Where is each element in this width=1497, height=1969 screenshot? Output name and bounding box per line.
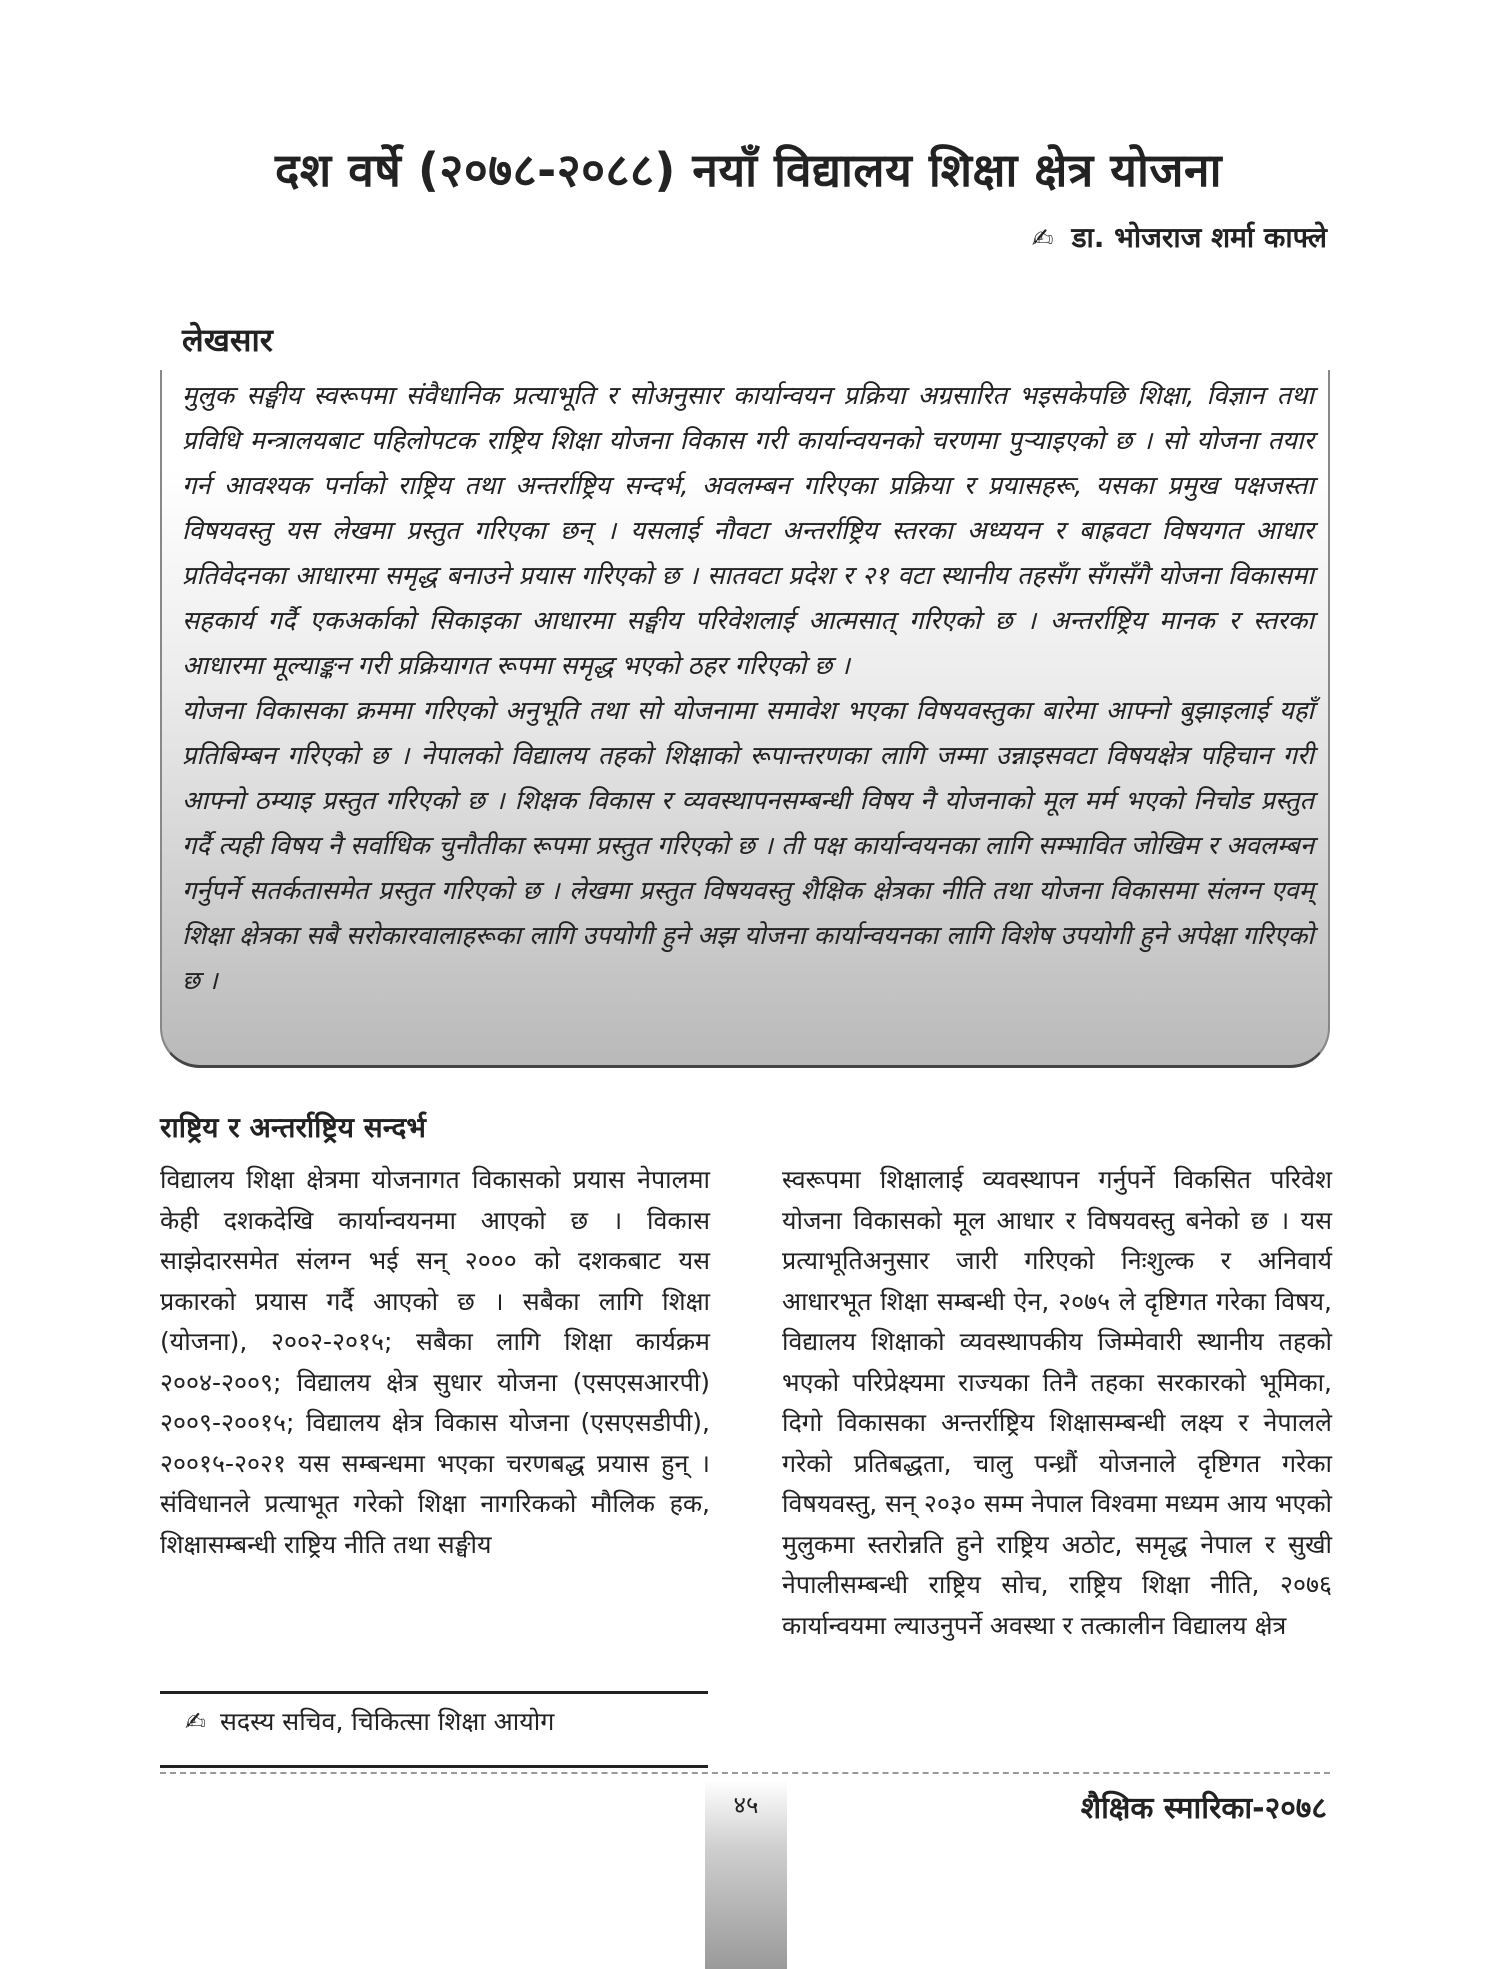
footnote [185, 1704, 554, 1738]
running-title: शैक्षिक स्मारिका-२०७८ [1080, 1791, 1327, 1826]
footnote-rule-top [160, 1691, 708, 1694]
article-title: दश वर्षे (२०७८-२०८८) नयाँ विद्यालय शिक्षा क्षेत्र योजना [275, 143, 1222, 197]
abstract-paragraph-1: मुलुक सङ्घीय स्वरूपमा संवैधानिक प्रत्याभूति र सोअनुसार कार्यान्वयन प्रक्रिया अग्रसारित भइसकेपछि शिक्षा, विज्ञान तथा प्रविधि मन्त्रालयबाट पहिलोपटक राष्ट्रिय शिक्षा योजना विकास गरी कार्यान्वयनको चरणमा पुऱ्याइएको छ । सो योजना तयार गर्न आवश्यक पर्नाको राष्ट्रिय तथा अन्तर्राष्ट्रिय सन्दर्भ, अवलम्बन गरिएका प्रक्रिया र प्रयासहरू, यसका प्रमुख पक्षजस्ता विषयवस्तु यस लेखमा प्रस्तुत गरिएका छन् । यसलाई नौवटा अन्तर्राष्ट्रिय स्तरका अध्ययन र बाह्रवटा विषयगत आधार प्रतिवेदनका आधारमा समृद्ध बनाउने प्रयास गरिएको छ । सातवटा प्रदेश र २१ वटा स्थानीय तहसँग सँगसँगै योजना विकासमा सहकार्य गर्दै एकअर्काको सिकाइका आधारमा सङ्घीय परिवेशलाई आत्मसात् गरिएको छ । अन्तर्राष्ट्रिय मानक र स्तरका आधारमा मूल्याङ्कन गरी प्रक्रियागत रूपमा समृद्ध भएको ठहर गरिएको छ । [182, 381, 1314, 681]
footnote-text: सदस्य सचिव, चिकित्सा शिक्षा आयोग [219, 1707, 555, 1736]
page-number: ४५ [733, 1791, 759, 1819]
section-heading: राष्ट्रिय र अन्तर्राष्ट्रिय सन्दर्भ [160, 1111, 426, 1144]
body-left-column: विद्यालय शिक्षा क्षेत्रमा योजनागत विकासको प्रयास नेपालमा केही दशकदेखि कार्यान्वयनमा आएको छ । विकास साझेदारसमेत संलग्न भई सन् २००० को दशकबाट यस प्रकारको प्रयास गर्दै आएको छ । सबैका लागि शिक्षा (योजना), २००२-२०१५; सबैका लागि शिक्षा कार्यक्रम २००४-२००९; विद्यालय क्षेत्र सुधार योजना (एसएसआरपी) २००९-२००१५; विद्यालय क्षेत्र विकास योजना (एसएसडीपी), २००१५-२०२१ यस सम्बन्धमा भएका चरणबद्ध प्रयास हुन् । संविधानले प्रत्याभूत गरेको शिक्षा नागरिकको मौलिक हक, शिक्षासम्बन्धी राष्ट्रिय नीति तथा सङ्घीय [160, 1165, 710, 1559]
abstract-heading: लेखसार [182, 321, 273, 359]
footnote-rule-bottom [160, 1765, 708, 1768]
author-name: डा. भोजराज शर्मा काफ्ले [1071, 221, 1327, 254]
author-line [1032, 218, 1327, 256]
pen-nib-icon: ✍ [185, 1707, 206, 1736]
pen-nib-icon: ✍ [1031, 224, 1054, 254]
footer-rule [160, 1772, 1330, 1774]
abstract-box [160, 370, 1330, 1068]
abstract-paragraph-2: योजना विकासका क्रममा गरिएको अनुभूति तथा सो योजनामा समावेश भएका विषयवस्तुका बारेमा आफ्नो बुझाइलाई यहाँ प्रतिबिम्बन गरिएको छ । नेपालको विद्यालय तहको शिक्षाको रूपान्तरणका लागि जम्मा उन्नाइसवटा विषयक्षेत्र पहिचान गरी आफ्नो ठम्याइ प्रस्तुत गरिएको छ । शिक्षक विकास र व्यवस्थापनसम्बन्धी विषय नै योजनाको मूल मर्म भएको निचोड प्रस्तुत गर्दै त्यही विषय नै सर्वाधिक चुनौतीका रूपमा प्रस्तुत गरिएको छ । ती पक्ष कार्यान्वयनका लागि सम्भावित जोखिम र अवलम्बन गर्नुपर्ने सतर्कतासमेत प्रस्तुत गरिएको छ । लेखमा प्रस्तुत विषयवस्तु शैक्षिक क्षेत्रका नीति तथा योजना विकासमा संलग्न एवम् शिक्षा क्षेत्रका सबै सरोकारवालाहरूका लागि उपयोगी हुने अझ योजना कार्यान्वयनका लागि विशेष उपयोगी हुने अपेक्षा गरिएको छ । [182, 696, 1314, 996]
body-right-column: स्वरूपमा शिक्षालाई व्यवस्थापन गर्नुपर्ने विकसित परिवेश योजना विकासको मूल आधार र विषयवस्तु बनेको छ । यस प्रत्याभूतिअनुसार जारी गरिएको निःशुल्क र अनिवार्य आधारभूत शिक्षा सम्बन्धी ऐन, २०७५ ले दृष्टिगत गरेका विषय, विद्यालय शिक्षाको व्यवस्थापकीय जिम्मेवारी स्थानीय तहको भएको परिप्रेक्ष्यमा राज्यका तिनै तहका सरकारको भूमिका, दिगो विकासका अन्तर्राष्ट्रिय शिक्षासम्बन्धी लक्ष्य र नेपालले गरेको प्रतिबद्धता, चालु पन्ध्रौं योजनाले दृष्टिगत गरेका विषयवस्तु, सन् २०३० सम्म नेपाल विश्वमा मध्यम आय भएको मुलुकमा स्तरोन्नति हुने राष्ट्रिय अठोट, समृद्ध नेपाल र सुखी नेपालीसम्बन्धी राष्ट्रिय सोच, राष्ट्रिय शिक्षा नीति, २०७६ कार्यान्वयमा ल्याउनुपर्ने अवस्था र तत्कालीन विद्यालय क्षेत्र [782, 1165, 1332, 1640]
